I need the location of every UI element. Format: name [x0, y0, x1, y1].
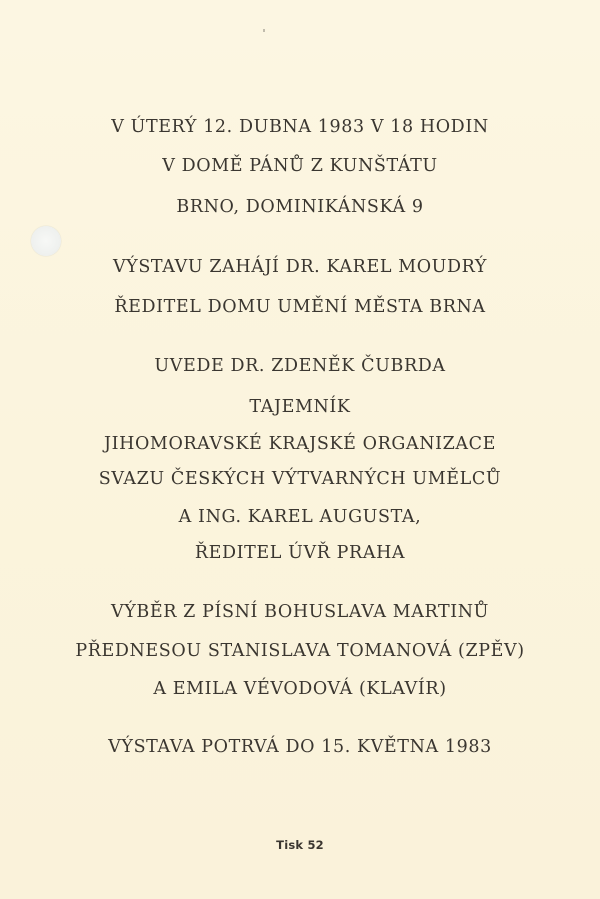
punch-hole [31, 226, 61, 256]
text-line-performers: PŘEDNESOU STANISLAVA TOMANOVÁ (ZPĚV) [75, 641, 525, 661]
text-line-address: BRNO, DOMINIKÁNSKÁ 9 [176, 197, 424, 217]
text-line-opening-title: ŘEDITEL DOMU UMĚNÍ MĚSTA BRNA [114, 297, 486, 317]
print-mark: Tisk 52 [276, 838, 324, 852]
text-line-union: SVAZU ČESKÝCH VÝTVARNÝCH UMĚLCŮ [98, 469, 502, 489]
text-line-venue: V DOMĚ PÁNŮ Z KUNŠTÁTU [162, 156, 438, 176]
text-line-secretary: TAJEMNÍK [249, 397, 351, 417]
text-line-organization: JIHOMORAVSKÉ KRAJSKÉ ORGANIZACE [103, 434, 496, 454]
text-line-introduction: UVEDE DR. ZDENĚK ČUBRDA [154, 356, 446, 376]
text-line-pianist: A EMILA VÉVODOVÁ (KLAVÍR) [153, 679, 447, 699]
text-line-second-speaker: A ING. KAREL AUGUSTA, [178, 507, 422, 527]
text-line-music: VÝBĚR Z PÍSNÍ BOHUSLAVA MARTINŮ [111, 602, 489, 622]
paper-speck [263, 29, 265, 32]
text-line-opening: VÝSTAVU ZAHÁJÍ DR. KAREL MOUDRÝ [112, 257, 488, 277]
text-line-date: V ÚTERÝ 12. DUBNA 1983 V 18 HODIN [111, 117, 489, 137]
text-line-duration: VÝSTAVA POTRVÁ DO 15. KVĚTNA 1983 [108, 737, 492, 757]
text-line-second-speaker-title: ŘEDITEL ÚVŘ PRAHA [194, 543, 406, 563]
